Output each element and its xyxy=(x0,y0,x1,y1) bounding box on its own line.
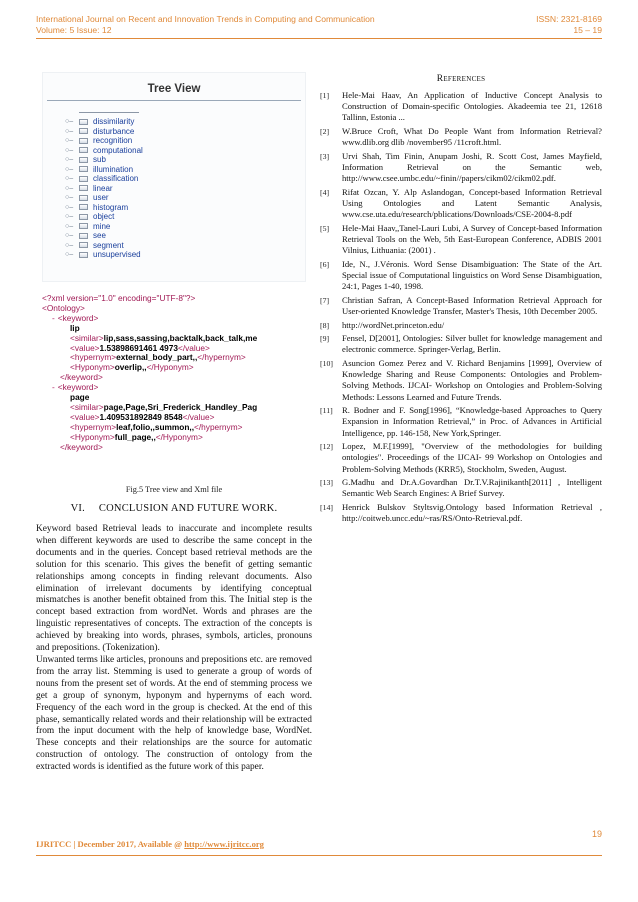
tree-item-label: histogram xyxy=(93,202,129,212)
folder-icon xyxy=(79,138,88,144)
tree-connector-icon: ○– xyxy=(65,251,74,259)
folder-icon xyxy=(79,185,88,191)
folder-icon xyxy=(79,252,88,258)
xml-keyword-close: </keyword> xyxy=(60,372,103,383)
xml-keyword-close: </keyword> xyxy=(60,441,103,452)
tree-view-panel xyxy=(42,72,306,282)
reference-item: [9] Fensel, D[2001], Ontologies: Silver bullet for knowledge management and electronic commerce. Springer-Verlag, Berlin. xyxy=(320,333,602,355)
folder-icon xyxy=(79,166,88,172)
xml-value: <value>1.409531892849 8548</value> xyxy=(70,411,215,422)
tree-connector-icon: ○– xyxy=(65,184,74,192)
figure-caption: Fig.5 Tree view and Xml file xyxy=(125,485,223,494)
journal-link[interactable]: http://www.ijritcc.org xyxy=(184,839,264,849)
tree-connector-icon: ○– xyxy=(65,175,74,183)
tree-item xyxy=(65,165,143,175)
reference-item: [2] W.Bruce Croft, What Do People Want from Information Retrieval? www.dlib.org dlib /november95 /11croft.html. xyxy=(320,126,602,148)
tree-list xyxy=(65,117,143,260)
folder-icon xyxy=(79,204,88,210)
reference-item: [4] Rifat Ozcan, Y. Alp Aslandogan, Concept-based Information Retrieval Using Ontologies and Latent Semantic Analysis, www.cse.uta.edu/research/pblications/Downloads/CSE-2004-8.pdf xyxy=(320,186,602,220)
reference-item: [3] Urvi Shah, Tim Finin, Anupam Joshi, R. Scott Cost, James Mayfield, Information Retrieval on the Semantic web, http://www.csee.umbc.edu/~finin//papers/cikm02/cikm02.pdf. xyxy=(320,150,602,184)
tree-item-label: sub xyxy=(93,155,106,164)
tree-item-label: dissimilarity xyxy=(93,117,135,126)
folder-icon xyxy=(79,195,88,201)
tree-item-label: computational xyxy=(93,145,143,155)
tree-item xyxy=(65,127,143,137)
xml-similar: <similar>lip,sass,sassing,backtalk,back_talk,me xyxy=(70,332,258,343)
reference-item: [1] Hele-Mai Haav, An Application of Inductive Concept Analysis to Construction of Domain-specific Ontologies. Akadeemia tee 21, 12618 Tallinn, Estonia ... xyxy=(320,90,602,123)
section-number: VI. xyxy=(70,503,85,514)
footer xyxy=(36,839,264,849)
tree-item xyxy=(65,117,143,127)
tree-item xyxy=(65,174,143,184)
xml-word: lip xyxy=(70,322,80,333)
reference-item: [5] Hele-Mai Haav,,Tanel-Lauri Lubi, A Survey of Concept-based Information Retrieval Tools on the Web, 5th East-European Conference, ADBIS 2001 Vilnius, Lithuania: (2001) . xyxy=(320,222,602,256)
tree-item xyxy=(65,203,143,213)
tree-item-label: illumination xyxy=(93,164,134,174)
tree-item-label: segment xyxy=(93,240,124,250)
tree-item-label: see xyxy=(93,231,106,240)
xml-hypernym: <hypernym>external_body_part,,</hypernym> xyxy=(70,352,246,363)
tree-item xyxy=(65,231,143,241)
running-header xyxy=(36,14,602,36)
paragraph: Keyword based Retrieval leads to inaccurate and incomplete results when different keywords are used to describe the same concept in the documents and in the queries. Concept based retrieval methods are the solution for this scenario. This gives the benefit of getting semantic relationships among concepts in finding relevant documents. Also elimination of irrelevant documents by identifying conceptual mismatches is another benefit obtained from this. The Initial step is the concept based extraction from wordNet. Words and phrases are the linguistic representatives of concepts. The extraction of the concepts is achieved by breaking into words, phrases, symbols, articles, pronouns and prepositions. (Tokenization). xyxy=(36,524,312,654)
issn: ISSN: 2321-8169 xyxy=(536,14,602,24)
tree-item-label: classification xyxy=(93,174,139,183)
tree-item xyxy=(65,146,143,156)
tree-item-label: object xyxy=(93,212,115,221)
folder-icon xyxy=(79,147,88,153)
tree-connector-icon: ○– xyxy=(65,146,74,154)
reference-item: [14] Henrick Bulskov Styltsvig.Ontology based Information Retrieval , http://coitweb.uncc.edu/~ras/RS/Onto-Retrieval.pdf. xyxy=(320,501,602,524)
tree-connector-icon: ○– xyxy=(65,213,74,221)
tree-connector-icon: ○– xyxy=(65,118,74,126)
folder-icon xyxy=(79,128,88,134)
reference-item: [10] Asuncion Gomez Perez and V. Richard Benjamins [1999], Overview of Knowledge Sharing and Reuse Components: Ontologies and Problem-Solving Methods. IJCAI- Workshop on Ontologies and Problem-Solving Methods: Lessons Learned and Future Trends. xyxy=(320,357,602,402)
page-range: 15 – 19 xyxy=(573,25,602,35)
xml-value: <value>1.53898691461 4973</value> xyxy=(70,342,210,353)
reference-item: [13] G.Madhu and Dr.A.Govardhan Dr.T.V.Rajinikanth[2011] , Intelligent Semantic Web Search Engines: A Brief Survey. xyxy=(320,477,602,499)
references-title: References xyxy=(436,74,486,84)
conclusion-body xyxy=(36,524,312,774)
tree-item-label: linear xyxy=(93,183,113,193)
tree-item xyxy=(65,241,143,251)
section-title: CONCLUSION AND FUTURE WORK. xyxy=(98,503,278,514)
xml-word: page xyxy=(70,392,90,403)
collapse-icon: - xyxy=(52,382,55,393)
reference-item: [11] R. Bodner and F. Song[1996], “Knowledge-based Approaches to Query Expansion in Information Retrieval,” in Proc. of Advances in Artificial Intelligence, pp. 146-158, New York,Springer. xyxy=(320,405,602,438)
reference-item: [12] Lopez, M.F.[1999], "Overview of the methodologies for building ontologies". Proceedings of the IJCAI- 99 Workshop on Ontologies and Problem-Solving Methods (KRR5), Stockholm, Sweden, August. xyxy=(320,441,602,474)
folder-icon xyxy=(79,233,88,239)
footer-divider xyxy=(36,855,602,856)
tree-connector-icon: ○– xyxy=(65,165,74,173)
folder-icon xyxy=(79,242,88,248)
xml-panel xyxy=(42,294,306,472)
tree-item xyxy=(65,212,143,222)
header-divider xyxy=(36,38,602,39)
xml-ontology-open: <Ontology> xyxy=(42,302,85,313)
footer-text: IJRITCC | December 2017, Available @ xyxy=(36,839,183,849)
tree-connector-icon: ○– xyxy=(65,137,74,145)
folder-icon xyxy=(79,214,88,220)
xml-hyponym: <Hyponym>full_page,,</Hyponym> xyxy=(70,431,203,442)
references-section xyxy=(320,74,602,527)
tree-item-label: recognition xyxy=(93,136,133,145)
reference-item: [8] http://wordNet.princeton.edu/ xyxy=(320,319,445,330)
reference-item: [7] Christian Safran, A Concept-Based Information Retrieval Approach for User-oriented Knowledge Transfer, Master's Thesis, 10th December 2005. xyxy=(320,294,602,316)
volume-issue: Volume: 5 Issue: 12 xyxy=(36,25,112,35)
tree-connector-icon: ○– xyxy=(65,232,74,240)
tree-item xyxy=(65,184,143,194)
xml-hyponym: <Hyponym>overlip,,</Hyponym> xyxy=(70,362,194,373)
folder-icon xyxy=(79,157,88,163)
xml-hypernym: <hypernym>leaf,folio,,summon,,</hypernym> xyxy=(70,421,243,432)
tree-item xyxy=(65,193,143,203)
figure-5 xyxy=(36,72,312,477)
tree-item xyxy=(65,250,143,260)
folder-icon xyxy=(79,119,88,125)
tree-item-label: mine xyxy=(93,221,111,231)
tree-clipped-item xyxy=(79,107,139,113)
page-number: 19 xyxy=(591,829,602,839)
tree-connector-icon: ○– xyxy=(65,203,74,211)
tree-connector-icon: ○– xyxy=(65,127,74,135)
tree-item xyxy=(65,136,143,146)
tree-item-label: user xyxy=(93,193,109,202)
tree-item xyxy=(65,155,143,165)
collapse-icon: - xyxy=(52,312,55,323)
tree-connector-icon: ○– xyxy=(65,241,74,249)
paragraph: Unwanted terms like articles, pronouns and prepositions etc. are removed from the array list. Stemming is used to generate a group of words of nouns from the present set of words. At the end of stemming process we get a group of synonym, hyponym and hypernyms of each word. Frequency of the each word in the group is checked. At the end of this phase, semantically related words and their relationship will be extracted from the input document with the help of knowledge base, WordNet. These concepts and their relationships are the source for automatic construction of ontology. The construction of ontology from the extracted words is identified as the future work of this paper. xyxy=(36,654,312,773)
folder-icon xyxy=(79,223,88,229)
xml-similar: <similar>page,Page,Sri_Frederick_Handley_Pag xyxy=(70,401,258,412)
tree-item-label: unsupervised xyxy=(93,250,141,259)
tree-connector-icon: ○– xyxy=(65,194,74,202)
section-heading xyxy=(36,503,312,514)
tree-view-title: Tree View xyxy=(147,83,201,95)
tree-connector-icon: ○– xyxy=(65,156,74,164)
tree-item xyxy=(65,222,143,232)
xml-declaration: <?xml version="1.0" encoding="UTF-8"?> xyxy=(42,294,196,303)
tree-connector-icon: ○– xyxy=(65,222,74,230)
xml-keyword-open: - <keyword> xyxy=(52,382,99,393)
journal-name: International Journal on Recent and Innovation Trends in Computing and Communication xyxy=(36,14,375,24)
tree-view-divider xyxy=(47,100,301,101)
folder-icon xyxy=(79,176,88,182)
xml-keyword-open: - <keyword> xyxy=(52,312,99,323)
tree-item-label: disturbance xyxy=(93,126,135,136)
reference-item: [6] Ide, N., J.Véronis. Word Sense Disambiguation: The State of the Art. Special issue of Computational linguistics on Word Sense Disambiguation, 24:1, Pages 1-40, 1998. xyxy=(320,258,602,292)
